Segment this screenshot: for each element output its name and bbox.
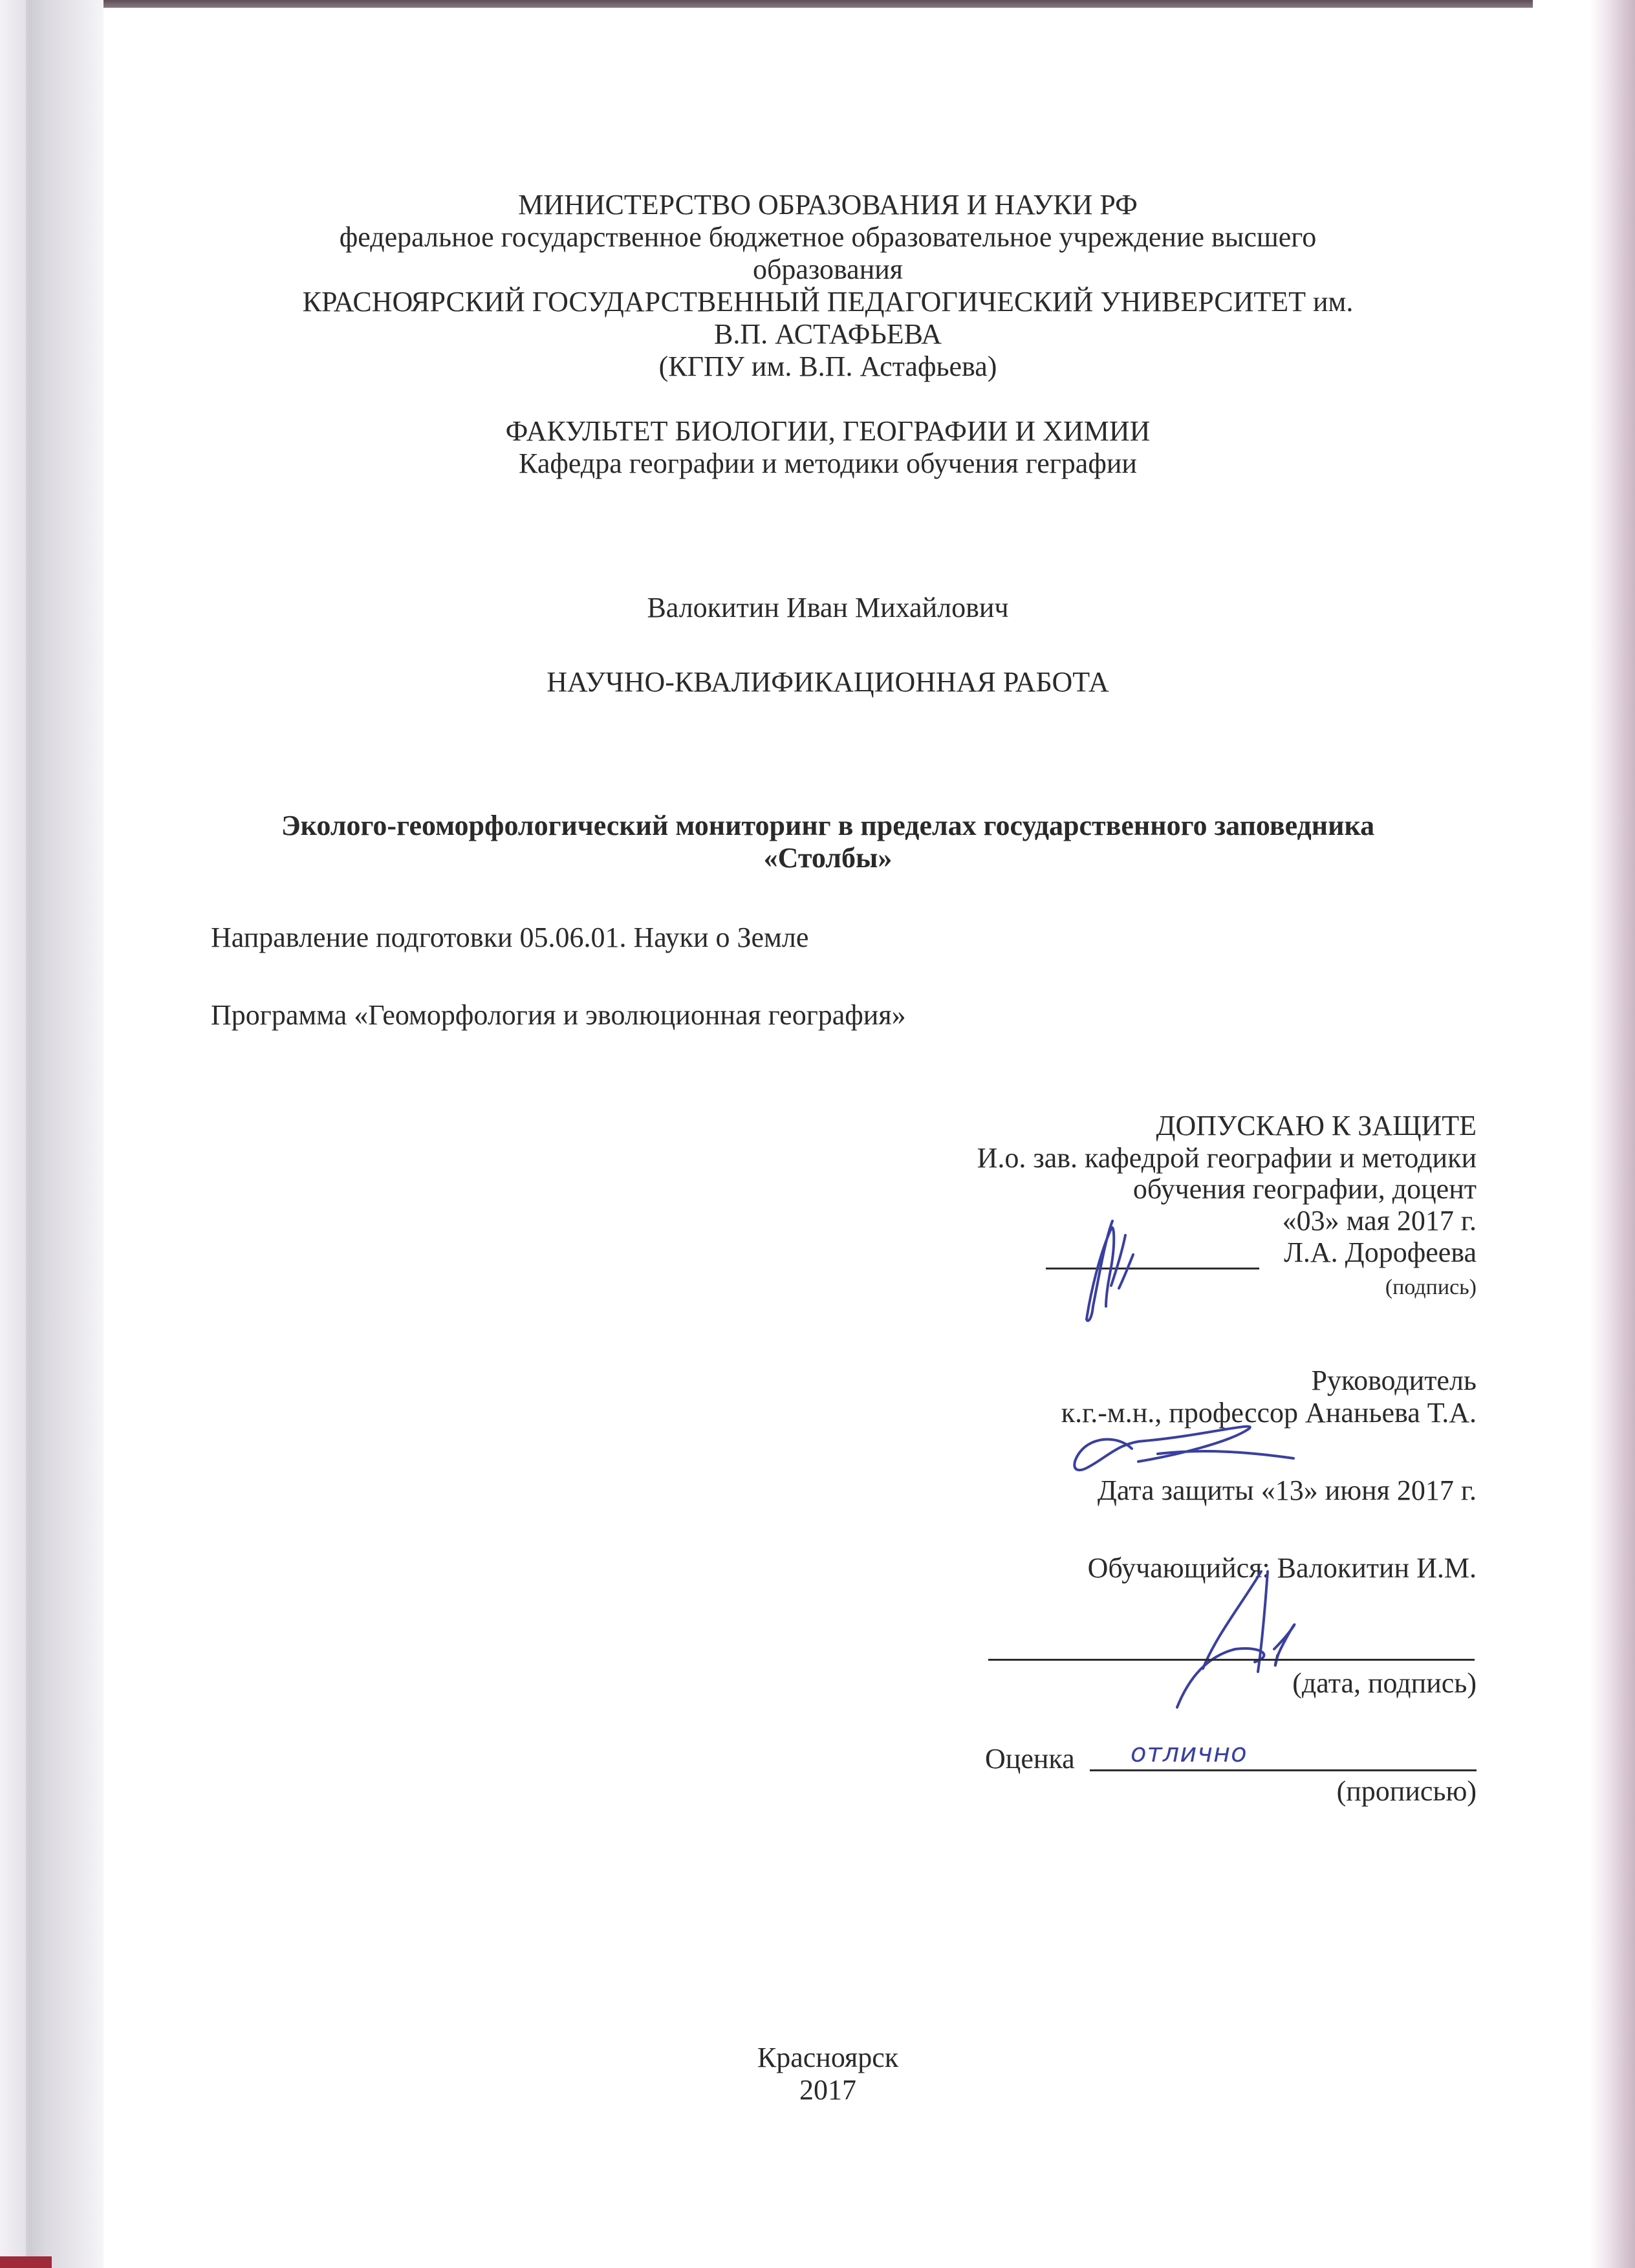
book-cover-corner bbox=[0, 2256, 52, 2268]
supervisor-name: к.г.-м.н., профессор Ананьева Т.А. bbox=[1061, 1397, 1477, 1429]
work-type: НАУЧНО-КВАЛИФИКАЦИОННАЯ РАБОТА bbox=[547, 666, 1109, 698]
department-name: Кафедра географии и методики обучения геграфии bbox=[519, 448, 1137, 479]
grade-line bbox=[1090, 1769, 1477, 1771]
page-gutter-shadow bbox=[26, 0, 103, 2268]
thesis-title-line1: Эколого-геоморфологический мониторинг в пределах государственного заповедника bbox=[281, 810, 1375, 841]
approver-signature-caption: (подпись) bbox=[1385, 1275, 1477, 1299]
thesis-title-line2: «Столбы» bbox=[763, 842, 893, 874]
grade-value: отлично bbox=[1131, 1738, 1248, 1768]
year: 2017 bbox=[799, 2074, 856, 2106]
supervisor-signature bbox=[1035, 1423, 1313, 1481]
university-name-line2: В.П. АСТАФЬЕВА bbox=[714, 318, 942, 350]
university-name-line1: КРАСНОЯРСКИЙ ГОСУДАРСТВЕННЫЙ ПЕДАГОГИЧЕСКИЙ УНИВЕРСИТЕТ им. bbox=[302, 286, 1354, 318]
ministry-heading: МИНИСТЕРСТВО ОБРАЗОВАНИЯ И НАУКИ РФ bbox=[518, 189, 1138, 221]
approver-position-line1: И.о. зав. кафедрой географии и методики bbox=[977, 1142, 1477, 1174]
approver-position-line2: обучения географии, доцент bbox=[1132, 1173, 1477, 1205]
study-program: Программа «Геоморфология и эволюционная география» bbox=[211, 999, 906, 1031]
institution-type-line2: образования bbox=[752, 254, 904, 285]
university-short-name: (КГПУ им. В.П. Астафьева) bbox=[658, 351, 997, 382]
city: Красноярск bbox=[757, 2042, 899, 2073]
grade-label: Оценка bbox=[985, 1743, 1075, 1775]
student-signature-caption: (дата, подпись) bbox=[1292, 1667, 1477, 1699]
student-label: Обучающийся: Валокитин И.М. bbox=[1087, 1552, 1477, 1584]
page-edge-right bbox=[1590, 0, 1635, 2268]
approver-signature bbox=[1074, 1216, 1164, 1326]
study-direction: Направление подготовки 05.06.01. Науки о Земле bbox=[211, 922, 809, 953]
approval-date: «03» мая 2017 г. bbox=[1282, 1205, 1477, 1237]
institution-type-line1: федеральное государственное бюджетное образовательное учреждение высшего bbox=[339, 221, 1317, 253]
approval-heading: ДОПУСКАЮ К ЗАЩИТЕ bbox=[1156, 1110, 1477, 1141]
approver-name: Л.А. Дорофеева bbox=[1284, 1237, 1477, 1268]
book-cover-edge-top bbox=[26, 0, 1533, 8]
faculty-name: ФАКУЛЬТЕТ БИОЛОГИИ, ГЕОГРАФИИ И ХИМИИ bbox=[505, 415, 1151, 447]
student-signature-line bbox=[988, 1659, 1475, 1661]
defense-date: Дата защиты «13» июня 2017 г. bbox=[1097, 1474, 1477, 1506]
supervisor-label: Руководитель bbox=[1311, 1365, 1477, 1396]
author-name: Валокитин Иван Михайлович bbox=[647, 592, 1009, 623]
grade-caption: (прописью) bbox=[1336, 1775, 1477, 1807]
